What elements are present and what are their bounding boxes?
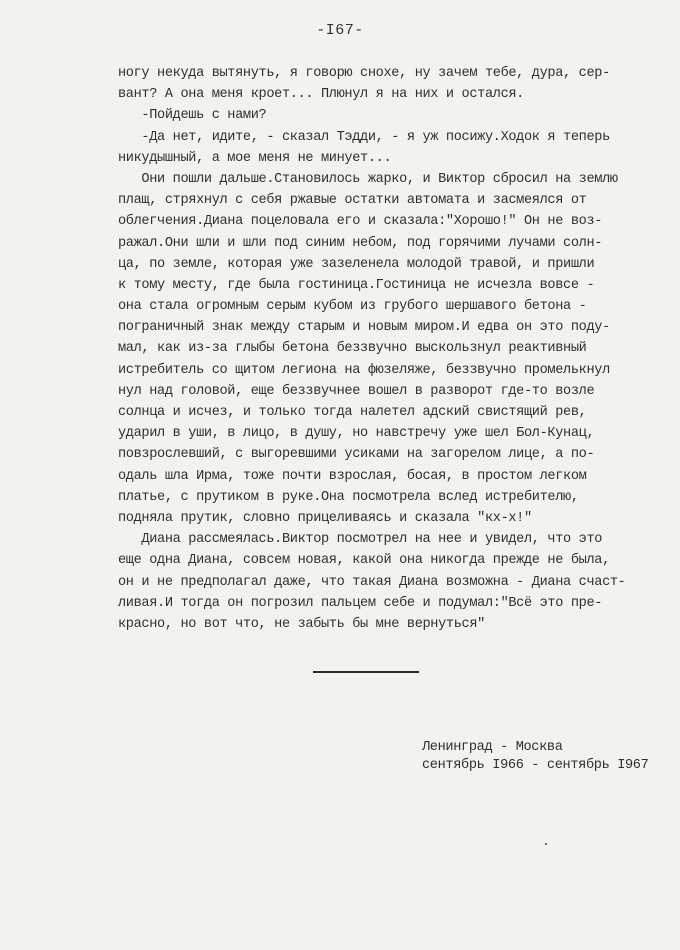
- text-line: нул над головой, еще беззвучнее вошел в разворот где-то возле: [118, 383, 595, 399]
- text-line: он и не предполагал даже, что такая Диана возможна - Диана счаст-: [118, 574, 626, 590]
- text-line: повзрослевший, с выгоревшими усиками на загорелом лице, а по-: [118, 447, 595, 463]
- signature-place: Ленинград - Москва: [422, 740, 563, 755]
- paper-speck: [545, 843, 547, 845]
- text-line: истребитель со щитом легиона на фюзеляже, беззвучно промелькнул: [118, 362, 610, 378]
- text-line: пограничный знак между старым и новым миром.И едва он это поду-: [118, 320, 610, 336]
- text-line: вант? А она меня кроет... Плюнул я на них и остался.: [118, 87, 524, 103]
- text-line: она стала огромным серым кубом из грубого шершавого бетона -: [118, 299, 587, 315]
- signature-dates: сентябрь I966 - сентябрь I967: [422, 758, 649, 773]
- text-line: ражал.Они шли и шли под синим небом, под горячими лучами солн-: [118, 235, 603, 251]
- text-line: облегчения.Диана поцеловала его и сказала:"Хорошо!" Он не воз-: [118, 214, 603, 230]
- text-line: плащ, стряхнул с себя ржавые остатки автомата и засмеялся от: [118, 193, 587, 209]
- text-line: -Пойдешь с нами?: [118, 108, 267, 124]
- text-line: никудышный, а мое меня не минует...: [118, 150, 392, 166]
- text-line: Они пошли дальше.Становилось жарко, и Виктор сбросил на землю: [118, 171, 618, 187]
- text-line: солнца и исчез, и только тогда налетел адский свистящий рев,: [118, 405, 587, 420]
- text-line: -Да нет, идите, - сказал Тэдди, - я уж посижу.Ходок я теперь: [118, 129, 610, 145]
- page-number: -I67-: [316, 22, 364, 39]
- end-rule-divider: [313, 671, 419, 673]
- text-line: красно, но вот что, не забыть бы мне вернуться": [118, 616, 485, 632]
- text-line: еще одна Диана, совсем новая, какой она никогда прежде не была,: [118, 553, 610, 569]
- text-line: ливая.И тогда он погрозил пальцем себе и подумал:"Всё это пре-: [118, 595, 603, 611]
- text-line: ногу некуда вытянуть, я говорю снохе, ну зачем тебе, дура, сер-: [118, 66, 610, 81]
- text-line: мал, как из-за глыбы бетона беззвучно выскользнул реактивный: [118, 341, 587, 357]
- signature-block: [422, 739, 680, 775]
- body-text: [118, 63, 678, 635]
- text-line: платье, с прутиком в руке.Она посмотрела вслед истребителю,: [118, 489, 579, 505]
- text-line: одаль шла Ирма, тоже почти взрослая, босая, в простом легком: [118, 468, 587, 484]
- text-line: подняла прутик, словно прицеливаясь и сказала "кх-х!": [118, 510, 532, 526]
- text-line: к тому месту, где была гостиница.Гостиница не исчезла вовсе -: [118, 277, 595, 293]
- text-line: ца, по земле, которая уже зазеленела молодой травой, и пришли: [118, 256, 595, 272]
- text-line: ударил в уши, в лицо, в душу, но навстречу уже шел Бол-Кунац,: [118, 426, 595, 442]
- text-line: Диана рассмеялась.Виктор посмотрел на нее и увидел, что это: [118, 532, 603, 548]
